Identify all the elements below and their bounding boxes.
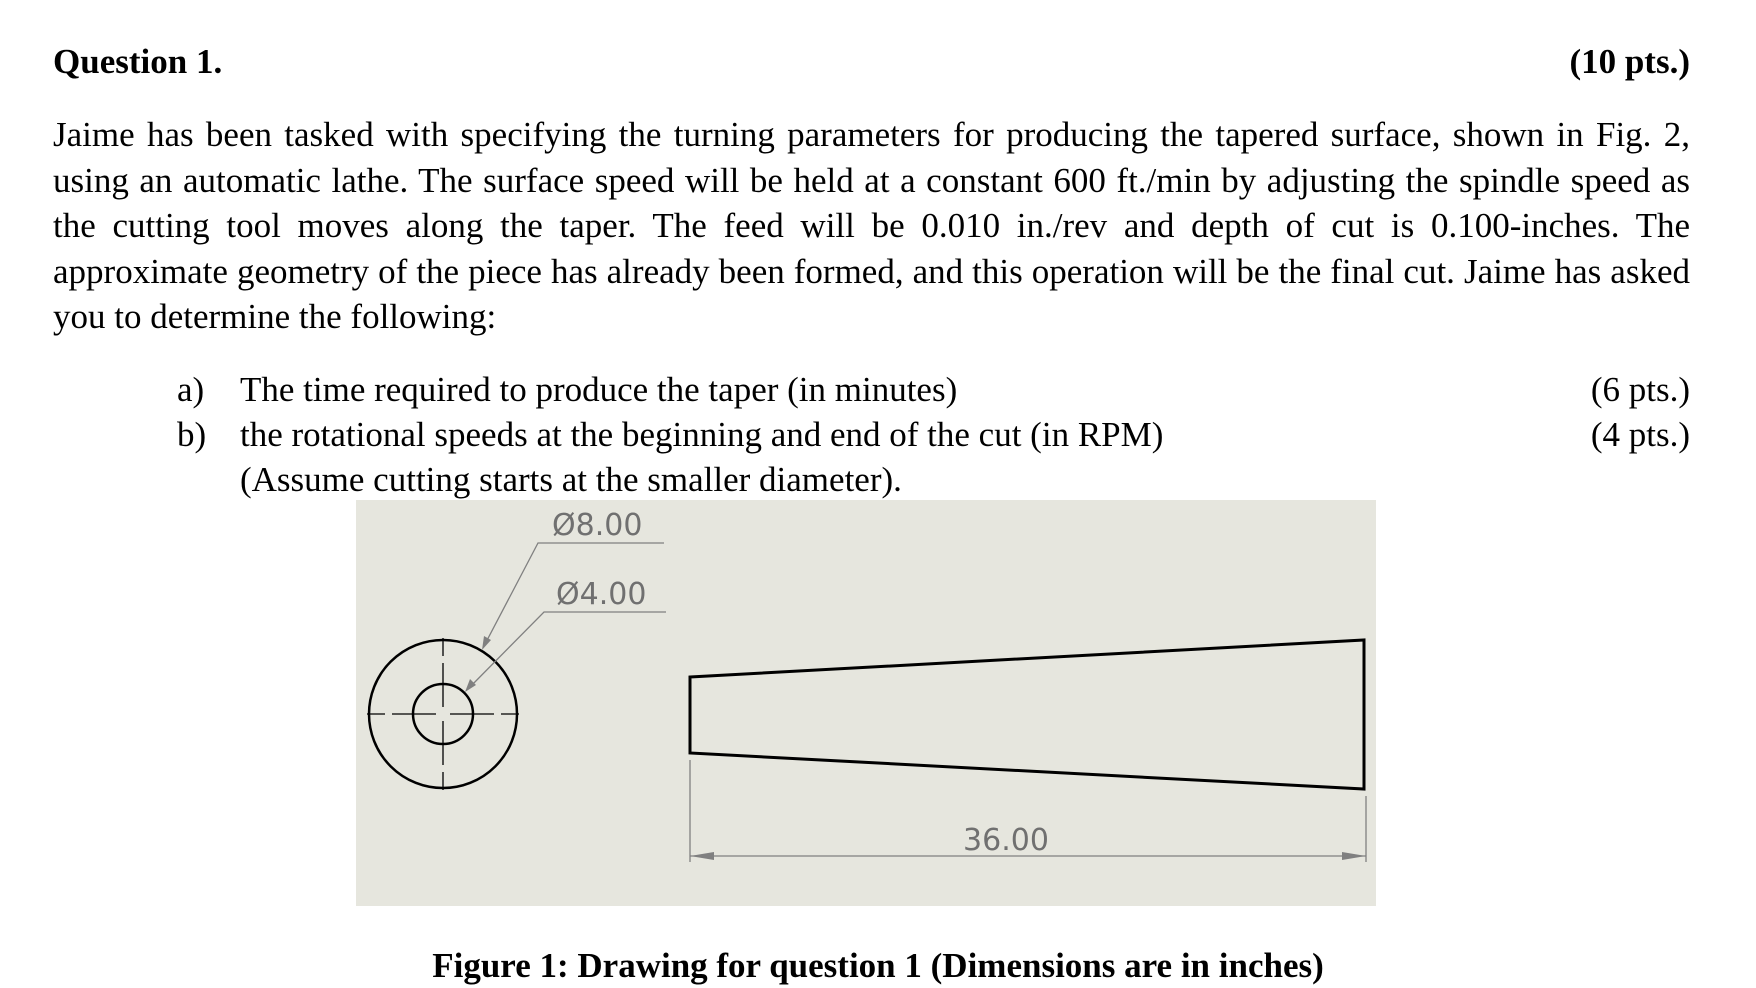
figure-caption: Figure 1: Drawing for question 1 (Dimensions are in inches): [432, 946, 1324, 985]
question-title: Question 1.: [53, 42, 223, 81]
part-a-points: (6 pts.): [1590, 370, 1690, 409]
part-b-points: (4 pts.): [1590, 415, 1690, 454]
leader-lines: [468, 543, 666, 689]
leader-arrow-outer: [482, 636, 491, 650]
part-b-text: the rotational speeds at the beginning and end of the cut (in RPM): [240, 415, 1164, 454]
tapered-workpiece: [690, 640, 1364, 789]
part-note-text: (Assume cutting starts at the smaller diameter).: [240, 460, 902, 499]
part-a-letter: a): [177, 370, 205, 409]
question-intro: Jaime has been tasked with specifying the turning parameters for producing the tapered surface, shown in Fig. 2, using an automatic lathe. The surface speed will be held at a constant 600 ft./min by adjusting the spindle speed as the cutting tool moves along the taper. The feed will be 0.010 in./rev and depth of cut is 0.100-inches. The approximate geometry of the piece has already been formed, and this operation will be the final cut. Jaime has asked you to determine the following:: [53, 115, 1690, 336]
dim-outer-diameter: Ø8.00: [552, 508, 643, 543]
drawing-canvas: [356, 500, 1376, 906]
leader-arrow-inner: [465, 679, 476, 692]
technical-drawing: [356, 500, 1376, 906]
dim-inner-diameter: Ø4.00: [556, 577, 647, 612]
question-points: (10 pts.): [1569, 42, 1690, 81]
question-parts: [0, 367, 1756, 502]
part-b: [0, 412, 1756, 457]
length-arrow-right: [1342, 852, 1366, 860]
part-b-letter: b): [177, 415, 207, 454]
dim-length: 36.00: [963, 823, 1049, 858]
part-a-text: The time required to produce the taper (in minutes): [240, 370, 958, 409]
part-note: [0, 457, 1756, 502]
part-a: [0, 367, 1756, 412]
length-arrow-left: [690, 852, 714, 860]
